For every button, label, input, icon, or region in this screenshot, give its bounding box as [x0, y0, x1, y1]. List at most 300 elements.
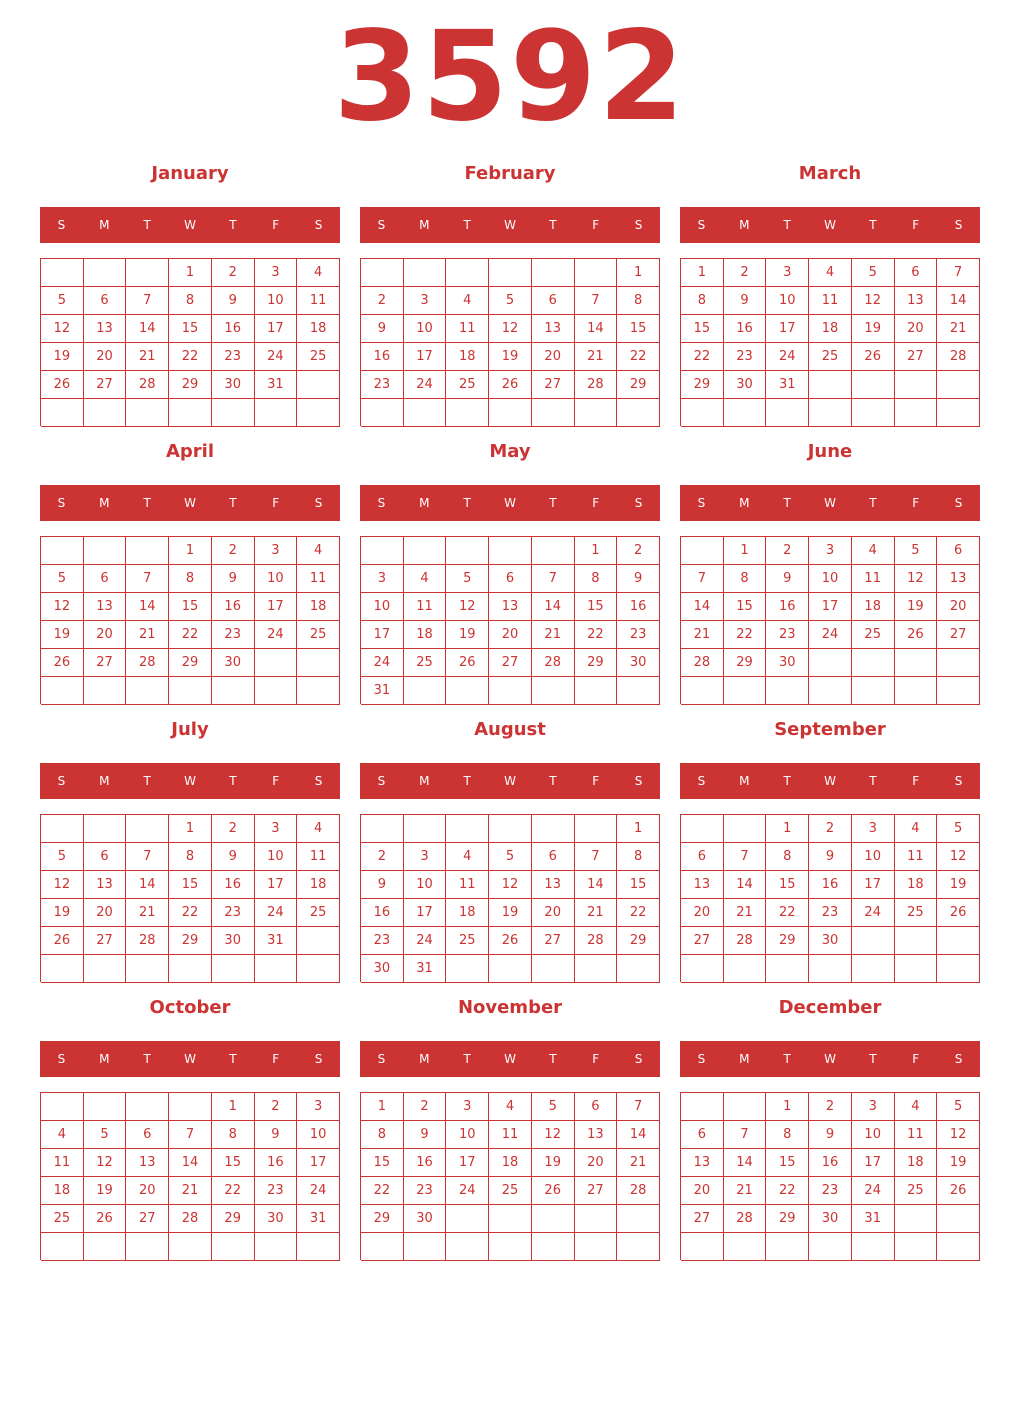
- empty-day-cell: [126, 955, 169, 983]
- empty-day-cell: [41, 259, 84, 287]
- empty-day-cell: [575, 259, 618, 287]
- empty-day-cell: [169, 399, 212, 427]
- day-cell: 20: [84, 899, 127, 927]
- day-cell: 26: [532, 1177, 575, 1205]
- empty-day-cell: [361, 815, 404, 843]
- day-cell: 29: [169, 371, 212, 399]
- day-cell: 28: [532, 649, 575, 677]
- day-cell: 8: [617, 287, 660, 315]
- weekday-label: W: [824, 1052, 836, 1066]
- empty-day-cell: [126, 399, 169, 427]
- day-grid: [360, 814, 660, 982]
- weekday-label: T: [549, 496, 557, 510]
- empty-day-cell: [297, 927, 340, 955]
- weekday-header: [360, 485, 660, 521]
- day-cell: 6: [895, 259, 938, 287]
- day-cell: 18: [489, 1149, 532, 1177]
- weekday-label: M: [419, 218, 430, 232]
- day-cell: 23: [212, 343, 255, 371]
- day-cell: 24: [404, 927, 447, 955]
- day-cell: 21: [169, 1177, 212, 1205]
- day-cell: 14: [937, 287, 980, 315]
- day-cell: 15: [617, 871, 660, 899]
- empty-day-cell: [809, 955, 852, 983]
- day-grid: [680, 536, 980, 704]
- day-cell: 16: [724, 315, 767, 343]
- day-cell: 19: [532, 1149, 575, 1177]
- day-cell: 27: [937, 621, 980, 649]
- weekday-label: F: [912, 496, 920, 510]
- day-cell: 26: [84, 1205, 127, 1233]
- day-cell: 5: [41, 843, 84, 871]
- day-cell: 24: [297, 1177, 340, 1205]
- day-cell: 2: [766, 537, 809, 565]
- weekday-label: T: [143, 496, 151, 510]
- day-cell: 12: [937, 843, 980, 871]
- day-grid: [680, 258, 980, 426]
- day-cell: 14: [617, 1121, 660, 1149]
- empty-day-cell: [809, 399, 852, 427]
- day-cell: 13: [84, 593, 127, 621]
- empty-day-cell: [446, 677, 489, 705]
- day-cell: 18: [41, 1177, 84, 1205]
- day-cell: 16: [809, 871, 852, 899]
- day-cell: 21: [617, 1149, 660, 1177]
- day-cell: 23: [724, 343, 767, 371]
- empty-day-cell: [212, 1233, 255, 1261]
- day-cell: 14: [724, 871, 767, 899]
- empty-day-cell: [766, 1233, 809, 1261]
- weekday-label: T: [229, 774, 237, 788]
- day-cell: 20: [84, 621, 127, 649]
- empty-day-cell: [297, 677, 340, 705]
- empty-day-cell: [489, 815, 532, 843]
- weekday-label: T: [549, 218, 557, 232]
- weekday-label: W: [504, 218, 516, 232]
- weekday-label: S: [697, 496, 706, 510]
- empty-day-cell: [532, 1205, 575, 1233]
- day-cell: 19: [895, 593, 938, 621]
- weekday-header: [680, 1041, 980, 1077]
- day-cell: 9: [809, 843, 852, 871]
- day-cell: 1: [681, 259, 724, 287]
- day-cell: 17: [809, 593, 852, 621]
- day-cell: 27: [532, 927, 575, 955]
- empty-day-cell: [404, 1233, 447, 1261]
- day-cell: 22: [766, 1177, 809, 1205]
- day-cell: 26: [41, 371, 84, 399]
- weekday-label: T: [463, 774, 471, 788]
- empty-day-cell: [41, 677, 84, 705]
- empty-day-cell: [446, 815, 489, 843]
- day-cell: 14: [575, 315, 618, 343]
- weekday-label: S: [314, 218, 323, 232]
- day-cell: 3: [809, 537, 852, 565]
- day-cell: 27: [575, 1177, 618, 1205]
- day-cell: 30: [404, 1205, 447, 1233]
- weekday-label: W: [184, 218, 196, 232]
- day-cell: 25: [446, 371, 489, 399]
- weekday-label: W: [504, 496, 516, 510]
- day-cell: 12: [937, 1121, 980, 1149]
- weekday-label: T: [783, 774, 791, 788]
- day-cell: 7: [532, 565, 575, 593]
- day-cell: 17: [255, 593, 298, 621]
- day-cell: 11: [489, 1121, 532, 1149]
- empty-day-cell: [404, 815, 447, 843]
- weekday-label: F: [912, 218, 920, 232]
- weekday-label: T: [869, 1052, 877, 1066]
- weekday-label: M: [99, 496, 110, 510]
- weekday-header: [680, 763, 980, 799]
- weekday-label: M: [99, 1052, 110, 1066]
- day-cell: 2: [361, 287, 404, 315]
- day-cell: 5: [41, 287, 84, 315]
- month-name: January: [151, 163, 229, 184]
- day-cell: 18: [895, 1149, 938, 1177]
- day-cell: 3: [766, 259, 809, 287]
- day-cell: 3: [255, 815, 298, 843]
- day-cell: 11: [404, 593, 447, 621]
- day-cell: 18: [809, 315, 852, 343]
- weekday-header: [680, 485, 980, 521]
- day-cell: 17: [852, 1149, 895, 1177]
- day-cell: 11: [297, 843, 340, 871]
- day-cell: 3: [852, 1093, 895, 1121]
- day-cell: 20: [895, 315, 938, 343]
- day-cell: 30: [361, 955, 404, 983]
- weekday-label: F: [272, 1052, 280, 1066]
- day-cell: 25: [489, 1177, 532, 1205]
- day-cell: 4: [446, 287, 489, 315]
- day-cell: 3: [361, 565, 404, 593]
- day-cell: 21: [724, 1177, 767, 1205]
- day-cell: 2: [212, 815, 255, 843]
- empty-day-cell: [895, 1205, 938, 1233]
- day-cell: 12: [446, 593, 489, 621]
- day-cell: 26: [41, 649, 84, 677]
- day-cell: 29: [169, 927, 212, 955]
- day-cell: 24: [446, 1177, 489, 1205]
- weekday-label: T: [783, 218, 791, 232]
- weekday-label: T: [549, 1052, 557, 1066]
- empty-day-cell: [255, 955, 298, 983]
- empty-day-cell: [937, 677, 980, 705]
- weekday-header: [40, 485, 340, 521]
- day-cell: 2: [212, 259, 255, 287]
- empty-day-cell: [84, 1233, 127, 1261]
- day-cell: 24: [766, 343, 809, 371]
- day-cell: 27: [84, 649, 127, 677]
- day-cell: 14: [532, 593, 575, 621]
- day-cell: 4: [809, 259, 852, 287]
- day-cell: 2: [255, 1093, 298, 1121]
- day-cell: 24: [809, 621, 852, 649]
- weekday-label: T: [143, 1052, 151, 1066]
- month-name: June: [807, 441, 853, 462]
- empty-day-cell: [532, 815, 575, 843]
- day-cell: 12: [84, 1149, 127, 1177]
- day-cell: 17: [255, 315, 298, 343]
- weekday-label: T: [463, 218, 471, 232]
- day-cell: 16: [617, 593, 660, 621]
- year-title: 3592: [333, 5, 687, 149]
- day-cell: 10: [766, 287, 809, 315]
- day-cell: 8: [212, 1121, 255, 1149]
- day-cell: 19: [446, 621, 489, 649]
- month-name: May: [489, 441, 531, 462]
- day-cell: 21: [575, 899, 618, 927]
- day-cell: 23: [255, 1177, 298, 1205]
- month-name: April: [165, 441, 215, 462]
- day-cell: 28: [617, 1177, 660, 1205]
- empty-day-cell: [809, 1233, 852, 1261]
- day-cell: 5: [937, 815, 980, 843]
- weekday-label: S: [634, 774, 643, 788]
- day-cell: 30: [766, 649, 809, 677]
- empty-day-cell: [895, 677, 938, 705]
- day-cell: 4: [489, 1093, 532, 1121]
- empty-day-cell: [446, 955, 489, 983]
- day-cell: 1: [169, 815, 212, 843]
- day-cell: 7: [575, 287, 618, 315]
- day-cell: 25: [895, 1177, 938, 1205]
- day-cell: 14: [126, 315, 169, 343]
- weekday-label: F: [272, 774, 280, 788]
- empty-day-cell: [212, 677, 255, 705]
- empty-day-cell: [212, 955, 255, 983]
- day-cell: 10: [852, 843, 895, 871]
- weekday-label: S: [314, 1052, 323, 1066]
- day-cell: 11: [895, 1121, 938, 1149]
- day-cell: 31: [766, 371, 809, 399]
- day-grid: [360, 1092, 660, 1260]
- day-cell: 5: [84, 1121, 127, 1149]
- day-cell: 27: [489, 649, 532, 677]
- weekday-label: T: [783, 496, 791, 510]
- weekday-label: M: [419, 496, 430, 510]
- day-cell: 28: [126, 649, 169, 677]
- empty-day-cell: [255, 399, 298, 427]
- weekday-label: M: [739, 218, 750, 232]
- empty-day-cell: [852, 677, 895, 705]
- empty-day-cell: [297, 649, 340, 677]
- empty-day-cell: [126, 1233, 169, 1261]
- empty-day-cell: [724, 1233, 767, 1261]
- weekday-label: F: [272, 496, 280, 510]
- day-cell: 11: [297, 287, 340, 315]
- empty-day-cell: [937, 1205, 980, 1233]
- weekday-label: M: [739, 496, 750, 510]
- day-cell: 18: [404, 621, 447, 649]
- day-cell: 10: [255, 565, 298, 593]
- empty-day-cell: [297, 371, 340, 399]
- day-cell: 3: [255, 259, 298, 287]
- day-cell: 31: [255, 927, 298, 955]
- empty-day-cell: [937, 649, 980, 677]
- day-cell: 24: [852, 1177, 895, 1205]
- empty-day-cell: [361, 537, 404, 565]
- weekday-label: T: [229, 1052, 237, 1066]
- day-cell: 21: [126, 343, 169, 371]
- day-cell: 25: [404, 649, 447, 677]
- weekday-label: M: [739, 774, 750, 788]
- weekday-label: M: [419, 774, 430, 788]
- empty-day-cell: [852, 399, 895, 427]
- empty-day-cell: [617, 1205, 660, 1233]
- day-cell: 14: [575, 871, 618, 899]
- day-cell: 13: [532, 315, 575, 343]
- empty-day-cell: [446, 259, 489, 287]
- empty-day-cell: [255, 649, 298, 677]
- day-cell: 16: [361, 343, 404, 371]
- empty-day-cell: [575, 815, 618, 843]
- empty-day-cell: [84, 955, 127, 983]
- empty-day-cell: [126, 259, 169, 287]
- day-cell: 15: [617, 315, 660, 343]
- day-grid: [360, 536, 660, 704]
- day-cell: 11: [297, 565, 340, 593]
- weekday-label: T: [143, 218, 151, 232]
- empty-day-cell: [404, 677, 447, 705]
- empty-day-cell: [41, 1093, 84, 1121]
- day-cell: 29: [575, 649, 618, 677]
- weekday-label: S: [634, 1052, 643, 1066]
- day-cell: 21: [126, 899, 169, 927]
- day-cell: 7: [617, 1093, 660, 1121]
- empty-day-cell: [895, 649, 938, 677]
- empty-day-cell: [724, 955, 767, 983]
- day-cell: 30: [617, 649, 660, 677]
- empty-day-cell: [489, 1205, 532, 1233]
- empty-day-cell: [404, 259, 447, 287]
- day-cell: 19: [852, 315, 895, 343]
- empty-day-cell: [617, 677, 660, 705]
- day-grid: [40, 1092, 340, 1260]
- day-cell: 12: [41, 593, 84, 621]
- day-cell: 10: [361, 593, 404, 621]
- day-cell: 2: [809, 815, 852, 843]
- day-cell: 17: [766, 315, 809, 343]
- day-cell: 27: [895, 343, 938, 371]
- day-cell: 3: [297, 1093, 340, 1121]
- month-name: August: [474, 719, 546, 740]
- day-cell: 28: [681, 649, 724, 677]
- day-cell: 22: [575, 621, 618, 649]
- day-cell: 13: [937, 565, 980, 593]
- day-cell: 22: [681, 343, 724, 371]
- weekday-label: S: [377, 774, 386, 788]
- day-cell: 22: [169, 343, 212, 371]
- day-cell: 20: [532, 343, 575, 371]
- day-cell: 21: [532, 621, 575, 649]
- day-cell: 23: [809, 1177, 852, 1205]
- month-name: December: [778, 997, 882, 1018]
- empty-day-cell: [895, 399, 938, 427]
- weekday-label: S: [57, 1052, 66, 1066]
- day-cell: 6: [937, 537, 980, 565]
- weekday-label: S: [57, 774, 66, 788]
- day-cell: 8: [681, 287, 724, 315]
- day-grid: [40, 814, 340, 982]
- day-cell: 12: [41, 315, 84, 343]
- weekday-label: F: [912, 1052, 920, 1066]
- empty-day-cell: [446, 1205, 489, 1233]
- day-cell: 13: [681, 1149, 724, 1177]
- day-cell: 30: [212, 371, 255, 399]
- day-cell: 26: [937, 1177, 980, 1205]
- day-cell: 25: [297, 899, 340, 927]
- day-cell: 22: [724, 621, 767, 649]
- empty-day-cell: [532, 677, 575, 705]
- day-cell: 13: [532, 871, 575, 899]
- day-cell: 20: [84, 343, 127, 371]
- day-cell: 25: [446, 927, 489, 955]
- weekday-header: [680, 207, 980, 243]
- day-cell: 10: [297, 1121, 340, 1149]
- day-cell: 9: [212, 565, 255, 593]
- day-cell: 6: [126, 1121, 169, 1149]
- day-cell: 8: [169, 287, 212, 315]
- day-cell: 18: [895, 871, 938, 899]
- weekday-label: F: [912, 774, 920, 788]
- month-name: July: [171, 719, 209, 740]
- day-cell: 13: [575, 1121, 618, 1149]
- empty-day-cell: [446, 1233, 489, 1261]
- empty-day-cell: [895, 955, 938, 983]
- day-cell: 6: [681, 1121, 724, 1149]
- day-cell: 11: [895, 843, 938, 871]
- day-cell: 1: [169, 259, 212, 287]
- day-cell: 24: [361, 649, 404, 677]
- day-cell: 3: [255, 537, 298, 565]
- day-cell: 7: [126, 843, 169, 871]
- day-cell: 30: [809, 927, 852, 955]
- empty-day-cell: [937, 1233, 980, 1261]
- month-name: March: [798, 163, 862, 184]
- day-cell: 17: [404, 899, 447, 927]
- day-cell: 26: [489, 927, 532, 955]
- weekday-label: M: [99, 218, 110, 232]
- day-cell: 19: [937, 1149, 980, 1177]
- day-cell: 22: [617, 899, 660, 927]
- day-cell: 29: [724, 649, 767, 677]
- day-cell: 21: [724, 899, 767, 927]
- day-cell: 18: [297, 871, 340, 899]
- day-cell: 26: [895, 621, 938, 649]
- day-cell: 8: [575, 565, 618, 593]
- day-cell: 23: [617, 621, 660, 649]
- day-cell: 24: [852, 899, 895, 927]
- day-cell: 21: [681, 621, 724, 649]
- weekday-label: S: [954, 218, 963, 232]
- empty-day-cell: [126, 815, 169, 843]
- day-cell: 17: [255, 871, 298, 899]
- weekday-label: M: [99, 774, 110, 788]
- day-cell: 29: [617, 371, 660, 399]
- day-cell: 19: [489, 899, 532, 927]
- day-cell: 30: [809, 1205, 852, 1233]
- empty-day-cell: [852, 371, 895, 399]
- weekday-label: M: [419, 1052, 430, 1066]
- day-cell: 10: [255, 843, 298, 871]
- day-cell: 1: [169, 537, 212, 565]
- day-cell: 13: [489, 593, 532, 621]
- day-cell: 9: [809, 1121, 852, 1149]
- day-cell: 27: [681, 927, 724, 955]
- weekday-label: W: [184, 1052, 196, 1066]
- day-cell: 2: [361, 843, 404, 871]
